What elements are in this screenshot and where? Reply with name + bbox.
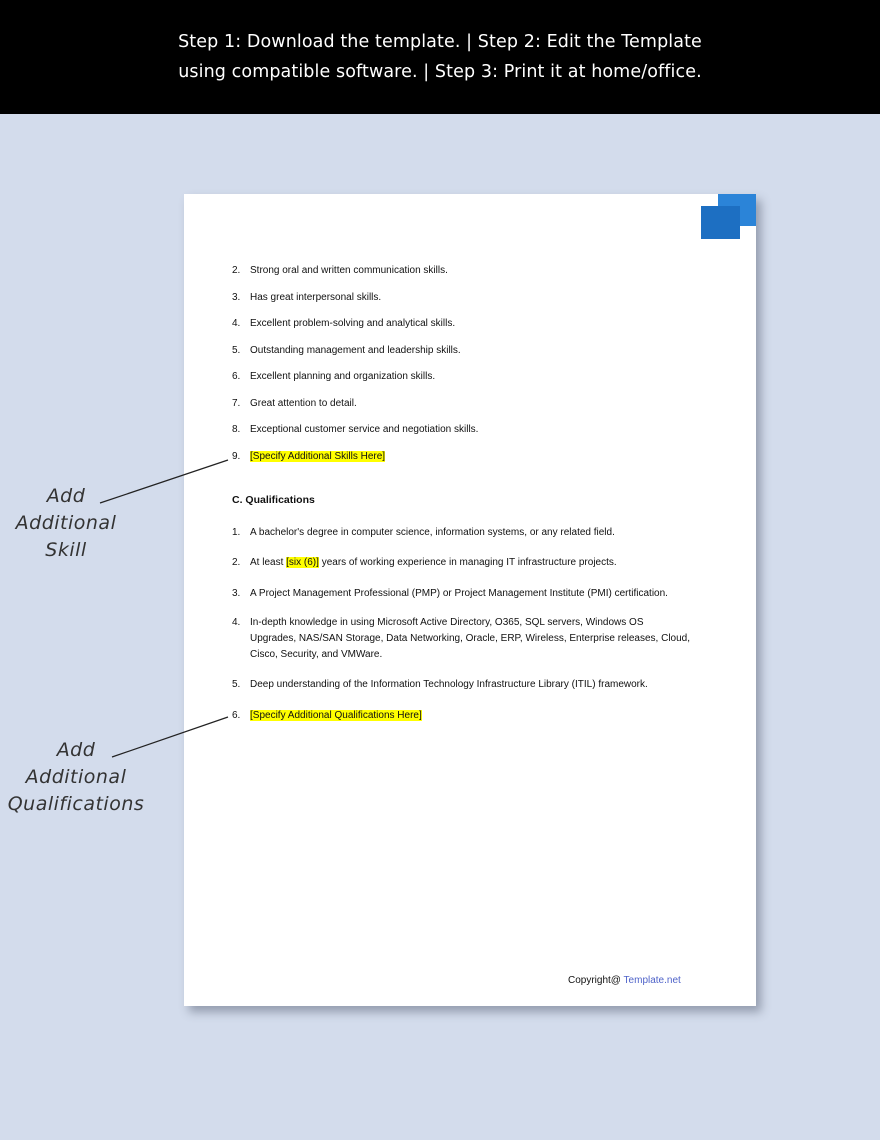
skill-text: Excellent problem-solving and analytical skills. <box>250 318 456 329</box>
template-net-link[interactable]: Template.net <box>623 975 681 986</box>
callout-skill-line-2: Additional <box>15 512 117 534</box>
copyright-prefix: Copyright@ <box>568 975 624 986</box>
callout-qual-line-3: Qualifications <box>7 793 145 815</box>
banner-line-2: using compatible software. | Step 3: Print it at home/office. <box>178 62 702 82</box>
skill-placeholder-highlight[interactable]: [Specify Additional Skills Here] <box>250 451 386 462</box>
skill-number: 7. <box>232 398 241 409</box>
qualification-number: 5. <box>232 679 241 690</box>
skill-number: 5. <box>232 345 241 356</box>
qualification-number: 6. <box>232 710 241 721</box>
skill-number: 8. <box>232 424 241 435</box>
skill-text: Exceptional customer service and negotiation skills. <box>250 424 479 435</box>
qualification-number: 4. <box>232 617 241 628</box>
qualification-text-post: years of working experience in managing IT infrastructure projects. <box>318 557 617 568</box>
skill-text: Has great interpersonal skills. <box>250 292 382 303</box>
qualification-connector-line <box>112 717 228 757</box>
callout-qual-line-1: Add <box>56 739 96 761</box>
skill-text: Great attention to detail. <box>250 398 357 409</box>
qualification-text-pre: At least <box>250 557 287 568</box>
skill-number: 4. <box>232 318 241 329</box>
qualifications-heading: C. Qualifications <box>232 494 315 506</box>
skill-number: 6. <box>232 371 241 382</box>
qualification-text: A bachelor's degree in computer science, information systems, or any related field. <box>250 527 615 538</box>
skill-text: Outstanding management and leadership skills. <box>250 345 461 356</box>
qualification-placeholder-highlight[interactable]: [Specify Additional Qualifications Here] <box>250 710 422 721</box>
skill-number: 9. <box>232 451 241 462</box>
qualification-text: In-depth knowledge in using Microsoft Active Directory, O365, SQL servers, Windows OS Upgrades, NAS/SAN Storage, Data Networking, Oracle, ERP, Wireless, Enterprise releases, Cloud, Cisco, Security, and VMWare. <box>250 617 690 660</box>
banner-line-1: Step 1: Download the template. | Step 2: Edit the Template <box>178 32 702 52</box>
qualification-text: Deep understanding of the Information Technology Infrastructure Library (ITIL) framework. <box>250 679 648 690</box>
skill-connector-line <box>100 460 228 503</box>
qualification-number: 1. <box>232 527 241 538</box>
skill-text: Excellent planning and organization skills. <box>250 371 436 382</box>
callout-qual-line-2: Additional <box>25 766 127 788</box>
skill-number: 3. <box>232 292 241 303</box>
years-placeholder-highlight[interactable]: [six (6)] <box>286 557 319 568</box>
callout-skill-line-1: Add <box>46 485 86 507</box>
qualification-number: 3. <box>232 588 241 599</box>
skill-number: 2. <box>232 265 241 276</box>
qualification-number: 2. <box>232 557 241 568</box>
callout-skill-line-3: Skill <box>45 539 87 561</box>
qualification-text: A Project Management Professional (PMP) or Project Management Institute (PMI) certification. <box>250 588 668 599</box>
skill-text: Strong oral and written communication skills. <box>250 265 448 276</box>
